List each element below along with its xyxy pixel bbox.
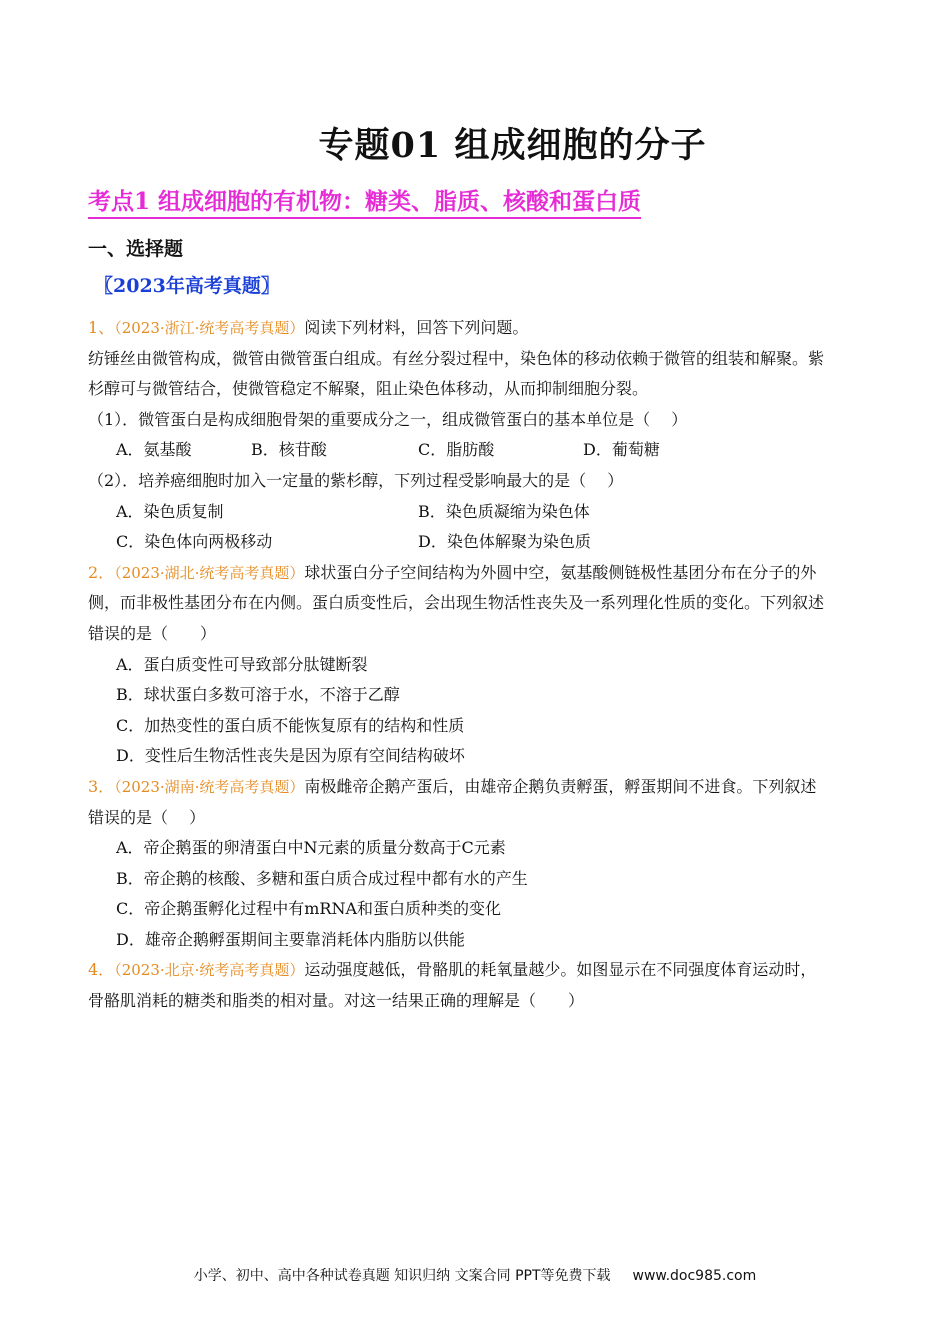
page-title: 专题01 组成细胞的分子: [318, 125, 707, 166]
question-text: 阅读下列材料，回答下列问题。: [304, 318, 529, 337]
option-c: C．染色体向两极移动: [116, 532, 273, 552]
option-b: B．球状蛋白多数可溶于水，不溶于乙醇: [116, 685, 400, 705]
sub-question-2-options-row2: [88, 527, 863, 558]
section-heading: 一、选择题: [88, 238, 184, 260]
topic-heading: 考点1 组成细胞的有机物：糖类、脂质、核酸和蛋白质: [88, 188, 641, 219]
questions: [88, 313, 863, 1017]
sub-question-1: （1）．微管蛋白是构成细胞骨架的重要成分之一，组成微管蛋白的基本单位是（ ）: [88, 409, 688, 429]
sub-question-2-options-row1: [88, 497, 863, 528]
question-text: 骨骼肌消耗的糖类和脂类的相对量。对这一结果正确的理解是（ ）: [88, 991, 585, 1011]
question-text: 错误的是（ ）: [88, 807, 206, 827]
option-d: D．葡萄糖: [583, 440, 660, 460]
question-text: 错误的是（ ）: [88, 623, 217, 643]
question-4-stem: [88, 955, 863, 986]
option-b: B．染色质凝缩为染色体: [418, 501, 590, 521]
sub-question-1-options: [88, 435, 863, 466]
question-text: 侧，而非极性基团分布在内侧。蛋白质变性后，会出现生物活性丧失及一系列理化性质的变化。下列叙述: [88, 593, 825, 613]
material-line: 杉醇可与微管结合，使微管稳定不解聚，阻止染色体移动，从而抑制细胞分裂。: [88, 379, 649, 399]
option-d: D．变性后生物活性丧失是因为原有空间结构破坏: [116, 746, 465, 766]
sub-question-2: （2）．培养癌细胞时加入一定量的紫杉醇，下列过程受影响最大的是（ ）: [88, 470, 624, 490]
footer-link[interactable]: www.doc985.com: [632, 1268, 757, 1284]
option-c: C．加热变性的蛋白质不能恢复原有的结构和性质: [116, 715, 465, 735]
option-a: A．帝企鹅蛋的卵清蛋白中N元素的质量分数高于C元素: [116, 838, 506, 858]
question-number: 1、: [88, 318, 115, 337]
option-b: B．核苷酸: [251, 440, 327, 460]
question-text: 南极雌帝企鹅产蛋后，由雄帝企鹅负责孵蛋，孵蛋期间不进食。下列叙述: [304, 776, 817, 796]
question-number: 4．: [88, 960, 115, 980]
question-source: （2023·湖北·统考高考真题）: [114, 563, 305, 582]
option-a: A．氨基酸: [116, 440, 192, 460]
question-text: 球状蛋白分子空间结构为外圆中空，氨基酸侧链极性基团分布在分子的外: [304, 562, 817, 582]
page-footer: [0, 1265, 950, 1285]
option-c: C．脂肪酸: [418, 440, 495, 460]
option-a: A．染色质复制: [116, 501, 224, 521]
year-heading: 〖2023年高考真题〗: [94, 275, 280, 297]
question-3-stem: [88, 772, 863, 803]
option-b: B．帝企鹅的核酸、多糖和蛋白质合成过程中都有水的产生: [116, 868, 528, 888]
question-source: （2023·浙江·统考高考真题）: [114, 319, 305, 337]
option-d: D．雄帝企鹅孵蛋期间主要靠消耗体内脂肪以供能: [116, 929, 465, 949]
option-a: A．蛋白质变性可导致部分肽键断裂: [116, 654, 368, 674]
option-d: D．染色体解聚为染色质: [418, 532, 591, 552]
option-c: C．帝企鹅蛋孵化过程中有mRNA和蛋白质种类的变化: [116, 899, 502, 919]
question-source: （2023·湖南·统考高考真题）: [114, 777, 305, 796]
question-source: （2023·北京·统考高考真题）: [114, 961, 305, 980]
question-text: 运动强度越低，骨骼肌的耗氧量越少。如图显示在不同强度体育运动时，: [304, 960, 817, 980]
material-line: 纺锤丝由微管构成，微管由微管蛋白组成。有丝分裂过程中，染色体的移动依赖于微管的组装和解聚。紫: [88, 348, 825, 368]
footer-text: 小学、初中、高中各种试卷真题 知识归纳 文案合同 PPT等免费下载: [193, 1268, 611, 1284]
question-2-stem: [88, 558, 863, 589]
question-number: 2．: [88, 562, 115, 582]
question-1-stem: [88, 313, 863, 344]
question-number: 3．: [88, 776, 115, 796]
